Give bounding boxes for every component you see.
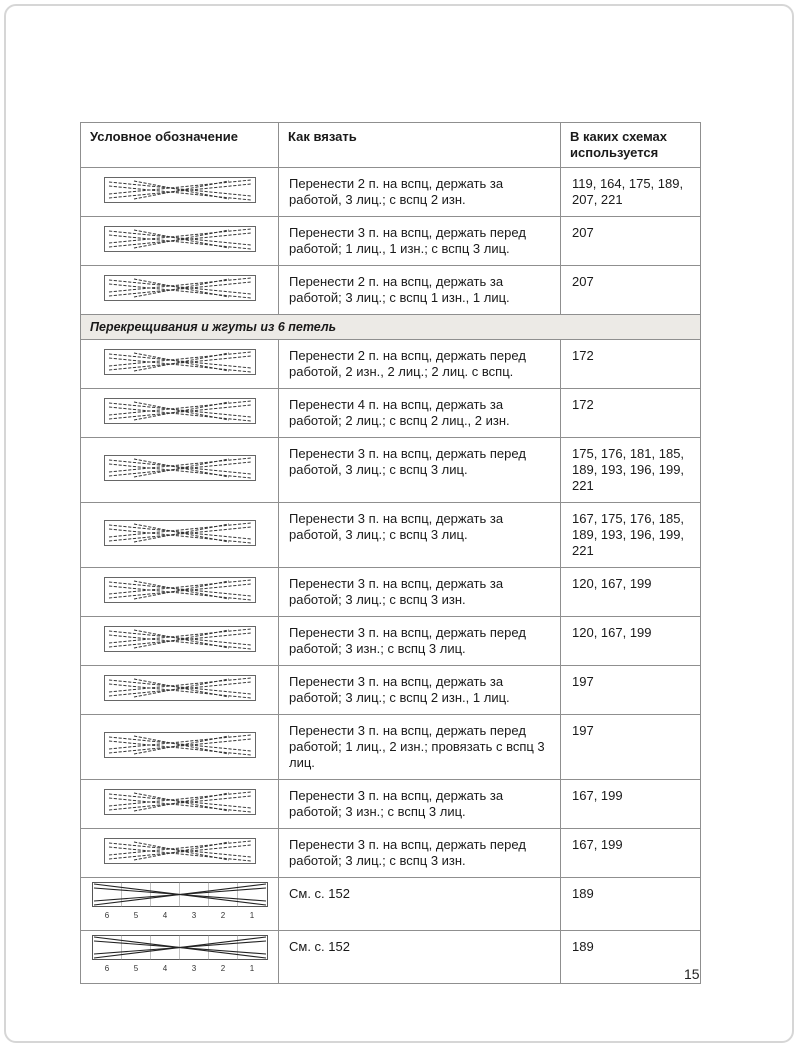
section-title: Перекрещивания и жгуты из 6 петель	[81, 315, 701, 340]
table-row	[81, 617, 701, 666]
schemes-text: 119, 164, 175, 189, 207, 221	[561, 168, 701, 217]
table-row	[81, 666, 701, 715]
cable-crossing-symbol-icon	[104, 226, 256, 252]
schemes-text: 167, 175, 176, 185, 189, 193, 196, 199, 221	[561, 503, 701, 568]
cable-crossing-symbol-icon	[104, 577, 256, 603]
svg-text:4: 4	[162, 911, 167, 920]
how-to-knit-text: Перенести 2 п. на вспц, держать за работой, 3 лиц.; с вспц 2 изн.	[279, 168, 561, 217]
knitting-symbols-table	[80, 122, 701, 984]
cable-crossing-symbol-icon	[104, 275, 256, 301]
table-row	[81, 780, 701, 829]
table-row	[81, 931, 701, 984]
svg-text:5: 5	[133, 911, 138, 920]
numbered-cable-crossing-symbol-icon	[91, 935, 269, 975]
svg-text:6: 6	[104, 911, 109, 920]
svg-text:6: 6	[104, 964, 109, 973]
column-header-how-to-knit: Как вязать	[279, 123, 561, 168]
cable-crossing-symbol-icon	[104, 789, 256, 815]
how-to-knit-text: Перенести 3 п. на вспц, держать перед работой; 1 лиц., 2 изн.; провязать с вспц 3 лиц.	[279, 715, 561, 780]
how-to-knit-text: Перенести 3 п. на вспц, держать за работой; 3 лиц.; с вспц 3 изн.	[279, 568, 561, 617]
how-to-knit-text: Перенести 4 п. на вспц, держать за работой; 2 лиц.; с вспц 2 лиц., 2 изн.	[279, 389, 561, 438]
section-header-row	[81, 315, 701, 340]
svg-text:3: 3	[191, 911, 196, 920]
schemes-text: 207	[561, 266, 701, 315]
how-to-knit-text: Перенести 3 п. на вспц, держать за работой; 3 изн.; с вспц 3 лиц.	[279, 780, 561, 829]
table-row	[81, 168, 701, 217]
schemes-text: 197	[561, 715, 701, 780]
cable-crossing-symbol-icon	[104, 520, 256, 546]
page-number: 15	[684, 966, 700, 982]
schemes-text: 189	[561, 878, 701, 931]
table-row	[81, 503, 701, 568]
how-to-knit-text: Перенести 2 п. на вспц, держать перед работой, 2 изн., 2 лиц.; 2 лиц. с вспц.	[279, 340, 561, 389]
how-to-knit-text: Перенести 3 п. на вспц, держать за работой; 3 лиц.; с вспц 2 изн., 1 лиц.	[279, 666, 561, 715]
svg-text:3: 3	[191, 964, 196, 973]
schemes-text: 167, 199	[561, 829, 701, 878]
cable-crossing-symbol-icon	[104, 626, 256, 652]
schemes-text: 189	[561, 931, 701, 984]
table-row	[81, 389, 701, 438]
cable-crossing-symbol-icon	[104, 732, 256, 758]
how-to-knit-text: Перенести 3 п. на вспц, держать перед работой; 1 лиц., 1 изн.; с вспц 3 лиц.	[279, 217, 561, 266]
how-to-knit-text: Перенести 3 п. на вспц, держать перед работой; 3 изн.; с вспц 3 лиц.	[279, 617, 561, 666]
how-to-knit-text: См. с. 152	[279, 878, 561, 931]
cable-crossing-symbol-icon	[104, 398, 256, 424]
table-row	[81, 217, 701, 266]
schemes-text: 172	[561, 389, 701, 438]
svg-text:1: 1	[249, 964, 254, 973]
cable-crossing-symbol-icon	[104, 349, 256, 375]
schemes-text: 120, 167, 199	[561, 617, 701, 666]
how-to-knit-text: Перенести 3 п. на вспц, держать перед работой; 3 лиц.; с вспц 3 изн.	[279, 829, 561, 878]
knitting-symbols-table-container	[80, 122, 700, 984]
schemes-text: 175, 176, 181, 185, 189, 193, 196, 199, 221	[561, 438, 701, 503]
table-row	[81, 340, 701, 389]
svg-text:1: 1	[249, 911, 254, 920]
table-row	[81, 568, 701, 617]
column-header-schemes: В каких схемах используется	[561, 123, 701, 168]
schemes-text: 120, 167, 199	[561, 568, 701, 617]
column-header-symbol: Условное обозначение	[81, 123, 279, 168]
schemes-text: 197	[561, 666, 701, 715]
how-to-knit-text: Перенести 2 п. на вспц, держать за работой; 3 лиц.; с вспц 1 изн., 1 лиц.	[279, 266, 561, 315]
svg-text:5: 5	[133, 964, 138, 973]
numbered-cable-crossing-symbol-icon	[91, 882, 269, 922]
table-header-row	[81, 123, 701, 168]
schemes-text: 167, 199	[561, 780, 701, 829]
schemes-text: 207	[561, 217, 701, 266]
svg-text:2: 2	[220, 911, 225, 920]
schemes-text: 172	[561, 340, 701, 389]
how-to-knit-text: Перенести 3 п. на вспц, держать за работой, 3 лиц.; с вспц 3 лиц.	[279, 503, 561, 568]
cable-crossing-symbol-icon	[104, 838, 256, 864]
svg-text:4: 4	[162, 964, 167, 973]
table-row	[81, 878, 701, 931]
how-to-knit-text: Перенести 3 п. на вспц, держать перед работой, 3 лиц.; с вспц 3 лиц.	[279, 438, 561, 503]
table-row	[81, 715, 701, 780]
cable-crossing-symbol-icon	[104, 455, 256, 481]
how-to-knit-text: См. с. 152	[279, 931, 561, 984]
table-row	[81, 438, 701, 503]
cable-crossing-symbol-icon	[104, 675, 256, 701]
svg-text:2: 2	[220, 964, 225, 973]
table-row	[81, 266, 701, 315]
table-row	[81, 829, 701, 878]
cable-crossing-symbol-icon	[104, 177, 256, 203]
